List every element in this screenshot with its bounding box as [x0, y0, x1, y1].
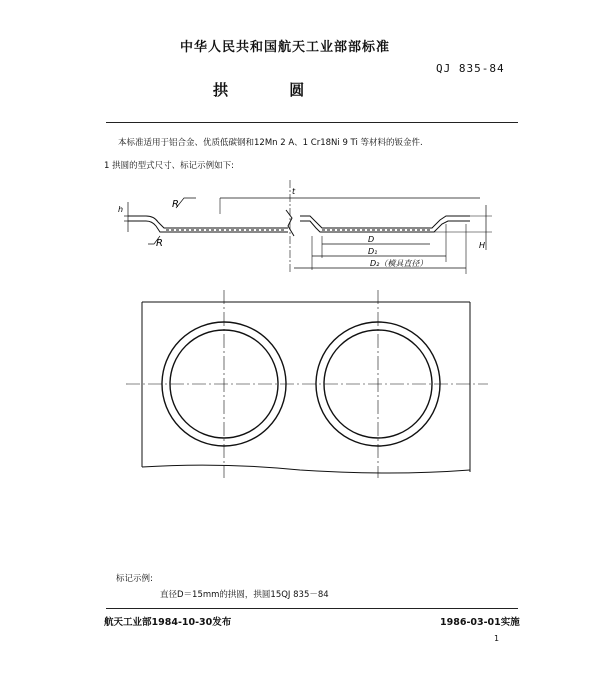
label-h: h	[118, 205, 124, 214]
label-D1: D₁	[368, 247, 378, 256]
plan-view	[126, 290, 488, 478]
clause-1: 1 拱圆的型式尺寸、标记示例如下:	[104, 161, 234, 171]
section-right-profile	[300, 216, 470, 228]
label-t: t	[292, 187, 296, 196]
document-title: 拱 圆	[213, 81, 333, 99]
sheet-bottom-break	[142, 465, 470, 473]
label-r-lower: R	[156, 238, 163, 249]
issue-date: 航天工业部1984-10-30发布	[104, 617, 232, 628]
effective-date: 1986-03-01实施	[440, 617, 520, 628]
issuer-title: 中华人民共和国航天工业部部标准	[180, 40, 391, 55]
scope-paragraph: 本标准适用于铝合金、优质低碳钢和12Mn 2 A、1 Cr18Ni 9 Ti 等材料的钣金件.	[118, 138, 423, 148]
label-r-upper: R	[172, 199, 179, 210]
label-D: D	[368, 235, 375, 244]
standard-number: QJ 835-84	[436, 62, 505, 75]
label-H: H	[479, 241, 486, 250]
leader-r-upper	[176, 198, 196, 208]
marking-example-text: 直径D＝15mm的拱圆，拱圆15QJ 835－84	[160, 590, 329, 600]
label-D2: D₂（模具直径）	[370, 259, 428, 268]
section-view	[124, 180, 492, 274]
footer-divider	[106, 608, 518, 609]
page-number: 1	[494, 634, 500, 643]
marking-example-label: 标记示例:	[116, 574, 153, 584]
